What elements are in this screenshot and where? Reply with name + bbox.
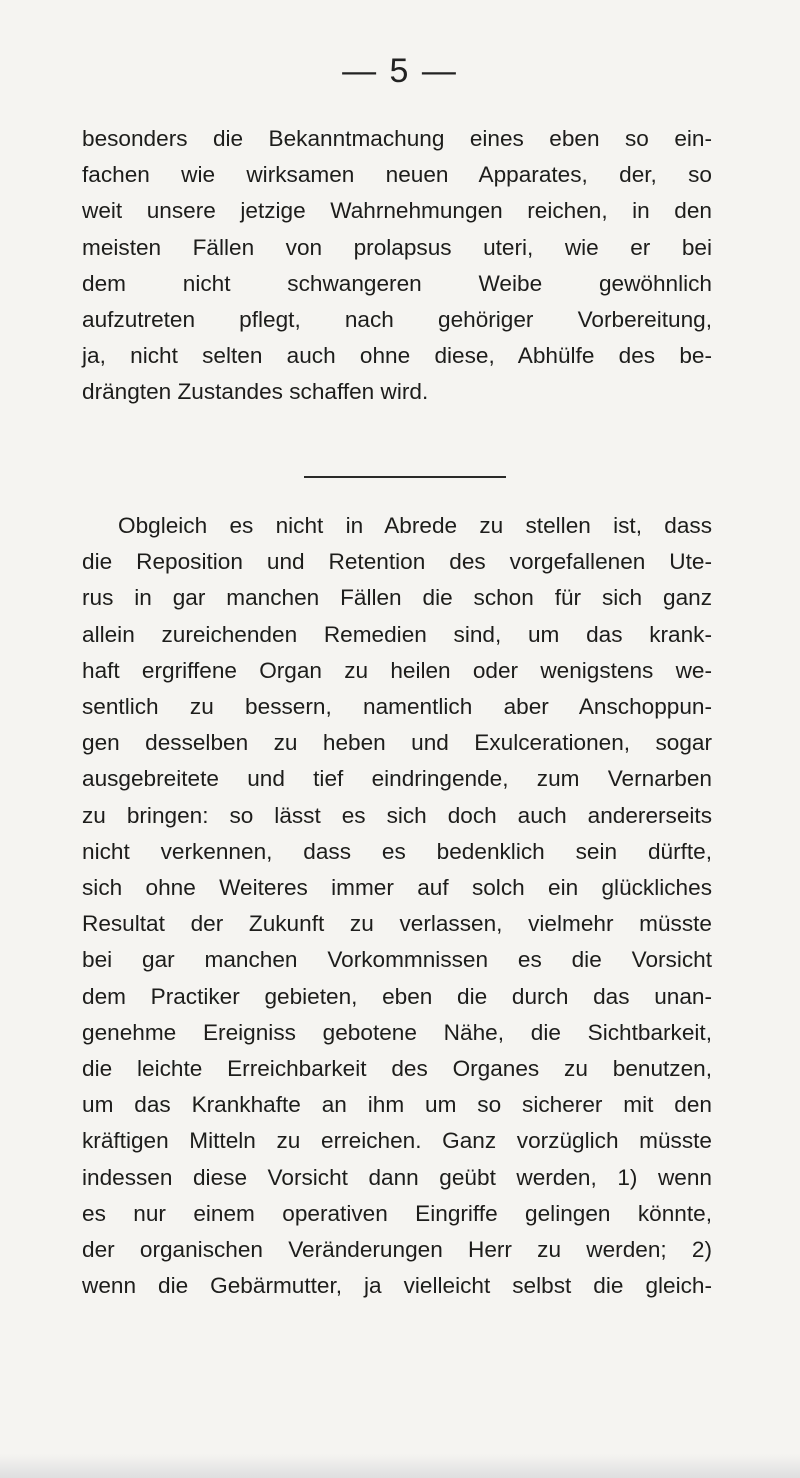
text-line: drängten Zustandes schaffen wird.	[82, 379, 429, 405]
text-line: dem nicht schwangeren Weibe gewöhnlich	[82, 270, 712, 296]
text-line: es nur einem operativen Eingriffe gelingen könnte,	[82, 1200, 712, 1226]
text-line: ausgebreitete und tief eindringende, zum Vernarben	[82, 766, 712, 792]
text-line: um das Krankhafte an ihm um so sicherer mit den	[82, 1092, 712, 1118]
text-line: zu bringen: so lässt es sich doch auch andererseits	[82, 802, 712, 828]
text-line: die Reposition und Retention des vorgefallenen Ute-	[82, 549, 712, 575]
text-line: weit unsere jetzige Wahrnehmungen reichen, in den	[82, 198, 712, 224]
text-line: wenn die Gebärmutter, ja vielleicht selbst die gleich-	[82, 1273, 712, 1299]
paragraph-1	[82, 121, 712, 411]
text-line: kräftigen Mitteln zu erreichen. Ganz vorzüglich müsste	[82, 1128, 712, 1154]
text-line: genehme Ereigniss gebotene Nähe, die Sichtbarkeit,	[82, 1019, 712, 1045]
text-line: die leichte Erreichbarkeit des Organes zu benutzen,	[82, 1056, 712, 1082]
text-line: sich ohne Weiteres immer auf solch ein glückliches	[82, 875, 712, 901]
text-line: haft ergriffene Organ zu heilen oder wenigstens we-	[82, 657, 712, 683]
scan-edge-shadow	[0, 1454, 800, 1478]
text-line: fachen wie wirksamen neuen Apparates, der, so	[82, 162, 712, 188]
text-line: sentlich zu bessern, namentlich aber Anschoppun-	[82, 694, 712, 720]
text-line: der organischen Veränderungen Herr zu werden; 2)	[82, 1237, 712, 1263]
text-line: nicht verkennen, dass es bedenklich sein dürfte,	[82, 838, 712, 864]
text-line: besonders die Bekanntmachung eines eben so ein-	[82, 126, 712, 151]
text-line: aufzutreten pflegt, nach gehöriger Vorbereitung,	[82, 307, 712, 333]
text-line: indessen diese Vorsicht dann geübt werden, 1) wenn	[82, 1164, 712, 1190]
text-line: gen desselben zu heben und Exulcerationen, sogar	[82, 730, 712, 756]
text-line: ja, nicht selten auch ohne diese, Abhülfe des be-	[82, 343, 712, 369]
text-line: dem Practiker gebieten, eben die durch das unan-	[82, 983, 712, 1009]
page-number: — 5 —	[342, 52, 458, 90]
paragraph-2	[82, 508, 712, 1304]
text-line: allein zureichenden Remedien sind, um das krank-	[82, 621, 712, 647]
text-line: Resultat der Zukunft zu verlassen, vielmehr müsste	[82, 911, 712, 937]
text-line: meisten Fällen von prolapsus uteri, wie er bei	[82, 234, 712, 260]
text-line: bei gar manchen Vorkommnissen es die Vorsicht	[82, 947, 712, 973]
section-divider	[304, 476, 506, 478]
text-line: Obgleich es nicht in Abrede zu stellen ist, dass	[118, 513, 712, 538]
text-line: rus in gar manchen Fällen die schon für sich ganz	[82, 585, 712, 611]
